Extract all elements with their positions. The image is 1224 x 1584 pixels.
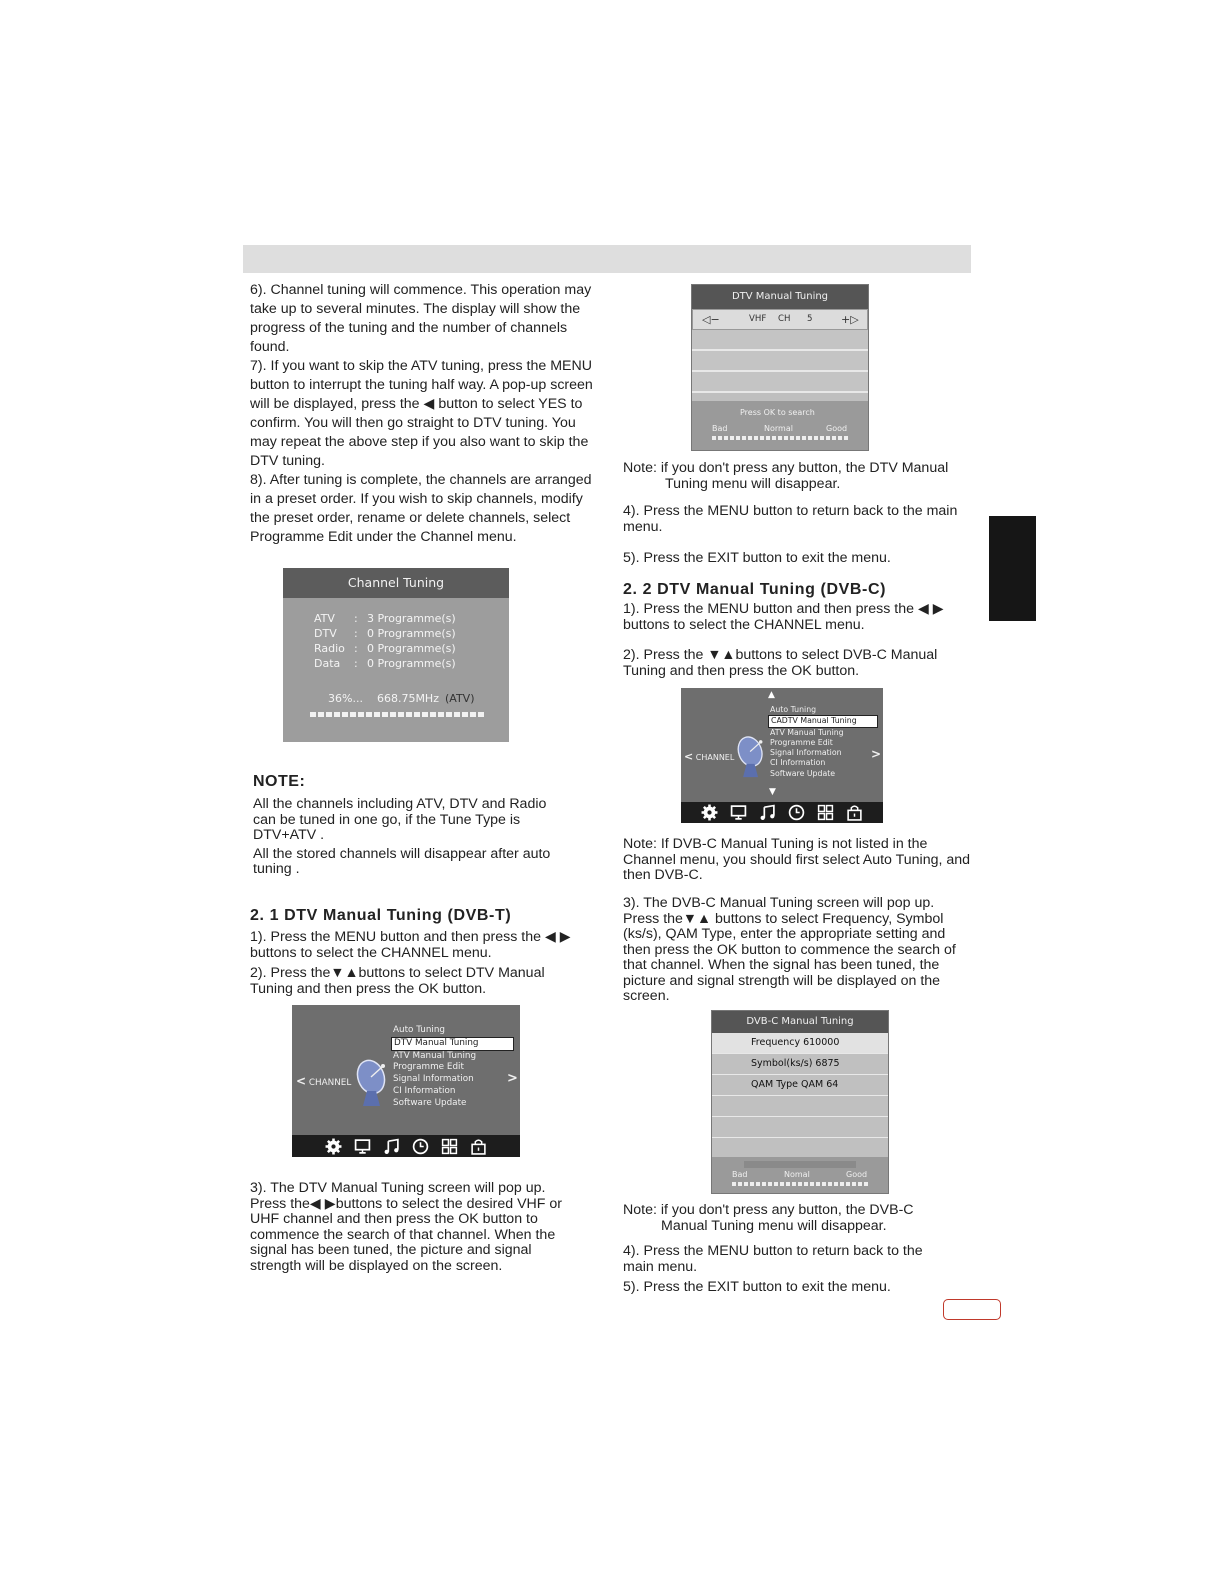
tuning-row-label: ATV [314, 612, 335, 625]
note-heading: NOTE: [253, 773, 306, 790]
dvbt-step-3: 3). The DTV Manual Tuning screen will pop up. Press the◀ ▶buttons to select the desired VHF or UHF channel and then press the OK button to commence the search of that channel. When the signal has been tuned, the picture and signal strength will be displayed on the screen. [250, 1180, 563, 1274]
channel-label-text: CHANNEL [695, 753, 735, 762]
clock-icon[interactable] [788, 804, 805, 821]
channel-menu-screen-dvbt [292, 1005, 520, 1157]
chevron-left-icon[interactable]: < [296, 1074, 307, 1088]
tuning-row-label: DTV [314, 627, 337, 640]
clock-icon[interactable] [412, 1138, 429, 1155]
satellite-dish-icon [735, 734, 767, 778]
tuning-row-sep: : [354, 612, 358, 625]
tuning-row-dtv [314, 626, 456, 641]
music-note-icon[interactable] [759, 804, 776, 821]
note-text-1: All the channels including ATV, DTV and Radio can be tuned in one go, if the Tune Type is DTV+ATV . [253, 796, 547, 843]
dvbc-qam-row[interactable]: QAM Type QAM 64 [712, 1075, 888, 1096]
dvbc-empty-row [712, 1096, 888, 1117]
progress-mode: (ATV) [444, 692, 475, 705]
signal-normal-label: Normal [764, 424, 793, 433]
step-4-dvbt: 4). Press the MENU button to return back to the main menu. [623, 503, 958, 535]
chevron-left-icon[interactable]: < [684, 750, 694, 763]
arrow-right-icon[interactable]: +▷ [841, 313, 859, 326]
section-dvbt-heading: 2. 1 DTV Manual Tuning (DVB-T) [250, 907, 512, 924]
menu-item-atv-manual-tuning[interactable]: ATV Manual Tuning [770, 727, 844, 737]
channel-label-text: CHANNEL [308, 1078, 352, 1088]
tuning-row-sep: : [354, 627, 358, 640]
dvbc-empty-row [712, 1117, 888, 1138]
tuning-row-value: 0 Programme(s) [367, 627, 456, 640]
dtv-manual-tuning-screen [691, 284, 869, 451]
arrow-up-icon[interactable]: ▲ [768, 690, 775, 700]
dvbc-note-2 [623, 1203, 983, 1234]
dtv-screen-title: DTV Manual Tuning [692, 285, 868, 309]
menu-item-atv-manual-tuning[interactable]: ATV Manual Tuning [393, 1050, 477, 1061]
chevron-right-icon[interactable]: > [507, 1071, 518, 1086]
dvbc-note-2-line-1: Note: if you don't press any button, the DVB-C [623, 1202, 914, 1218]
dvbc-step-2: 2). Press the ▼▲buttons to select DVB-C Manual Tuning and then press the OK button. [623, 647, 938, 679]
dvbc-note: Note: If DVB-C Manual Tuning is not listed in the Channel menu, you should first select Auto Tuning, and then DVB-C. [623, 836, 971, 883]
intro-paragraphs [250, 281, 606, 547]
dvbc-step-4: 4). Press the MENU button to return back to the main menu. [623, 1243, 923, 1275]
tuning-row-value: 0 Programme(s) [367, 642, 456, 655]
note-block [253, 773, 573, 878]
step-5-dvbt: 5). Press the EXIT button to exit the menu. [623, 550, 891, 566]
section-dvbc [623, 581, 963, 679]
dvbc-frequency-row[interactable]: Frequency 610000 [712, 1033, 888, 1054]
arrow-down-icon[interactable]: ▼ [769, 787, 776, 797]
tuning-row-data [314, 656, 456, 671]
signal-normal-label: Nomal [784, 1170, 810, 1179]
section-dvbt [250, 907, 590, 997]
dtv-signal-panel [692, 401, 868, 450]
channel-tuning-screen [283, 568, 509, 742]
menu-item-signal-information[interactable]: Signal Information [770, 748, 842, 758]
menu-icon-bar [681, 802, 883, 823]
signal-good-label: Good [846, 1170, 868, 1179]
tuning-row-atv [314, 611, 456, 626]
paragraph-step-8: 8). After tuning is complete, the channels are arranged in a preset order. If you wish to skip channels, modify the preset order, rename or delete channels, select Programme Edit under the Channel menu. [250, 472, 592, 545]
paragraph-step-6: 6). Channel tuning will commence. This operation may take up to several minutes. The display will show the progress of the tuning and the number of channels found. [250, 282, 592, 355]
dtv-search-hint: Press OK to search [740, 408, 815, 417]
menu-item-software-update[interactable]: Software Update [393, 1097, 467, 1108]
lock-icon[interactable] [846, 804, 863, 821]
tuning-row-sep: : [354, 642, 358, 655]
signal-good-label: Good [826, 424, 848, 433]
dvbc-step-3: 3). The DVB-C Manual Tuning screen will pop up. Press the▼▲ buttons to select Frequency, Symbol (ks/s), QAM Type, enter the appropriate setting and then press the OK button to commence the search of that channel. When the signal has been tuned, the picture and signal strength will be displayed on the screen. [623, 895, 956, 1004]
section-dvbc-heading: 2. 2 DTV Manual Tuning (DVB-C) [623, 581, 887, 598]
signal-strength-bar [732, 1182, 869, 1186]
grid-icon[interactable] [441, 1138, 458, 1155]
dtv-empty-row [692, 351, 868, 372]
dvbc-quality-track [744, 1161, 856, 1168]
menu-item-ci-information[interactable]: CI Information [393, 1085, 456, 1096]
menu-item-ci-information[interactable]: CI Information [770, 758, 826, 768]
grid-icon[interactable] [817, 804, 834, 821]
dvbc-step-5: 5). Press the EXIT button to exit the menu. [623, 1279, 891, 1295]
tuning-row-label: Data [314, 657, 341, 670]
dtv-note-line-2: Tuning menu will disappear. [665, 475, 841, 492]
menu-item-auto-tuning[interactable]: Auto Tuning [393, 1025, 446, 1035]
lock-icon[interactable] [470, 1138, 487, 1155]
side-tab-marker [989, 516, 1036, 621]
dtv-band: VHF [749, 314, 767, 324]
channel-tuning-title: Channel Tuning [283, 568, 509, 598]
gear-icon[interactable] [701, 804, 718, 821]
channel-menu-list [391, 1025, 514, 1110]
menu-item-software-update[interactable]: Software Update [770, 768, 836, 778]
channel-label [296, 1074, 351, 1088]
music-note-icon[interactable] [383, 1138, 400, 1155]
dvbc-manual-tuning-screen [711, 1010, 889, 1194]
channel-menu-screen-dvbc [681, 688, 883, 823]
tuning-row-label: Radio [314, 642, 345, 655]
dvbc-symbol-row[interactable]: Symbol(ks/s) 6875 [712, 1054, 888, 1075]
dtv-channel-row[interactable] [692, 309, 868, 330]
dvbc-note-2-line-2: Manual Tuning menu will disappear. [661, 1217, 887, 1234]
dvbc-screen-title: DVB-C Manual Tuning [712, 1011, 888, 1033]
paragraph-step-7: 7). If you want to skip the ATV tuning, press the MENU button to interrupt the tuning half way. A pop-up screen will be displayed, press the ◀ button to select YES to confirm. You will then go straight to DTV tuning. You may repeat the above step if you also want to skip the DTV tuning. [250, 358, 593, 469]
tuning-row-value: 3 Programme(s) [367, 612, 456, 625]
channel-menu-list [768, 705, 878, 779]
dtv-note [623, 461, 983, 492]
dvbc-step-1: 1). Press the MENU button and then press the ◀ ▶ buttons to select the CHANNEL menu. [623, 601, 944, 633]
tuning-progress-bar [310, 712, 484, 717]
page-number-box [943, 1299, 1001, 1320]
header-bar [243, 245, 971, 273]
tv-icon[interactable] [354, 1138, 371, 1155]
signal-bad-label: Bad [732, 1170, 748, 1179]
tuning-progress-text [328, 692, 474, 705]
tuning-row-sep: : [354, 657, 358, 670]
gear-icon[interactable] [325, 1138, 342, 1155]
menu-item-auto-tuning[interactable]: Auto Tuning [770, 705, 817, 714]
menu-item-signal-information[interactable]: Signal Information [393, 1074, 474, 1085]
dtv-empty-row [692, 330, 868, 351]
satellite-dish-icon [354, 1057, 390, 1107]
menu-item-programme-edit[interactable]: Programme Edit [393, 1062, 464, 1073]
channel-label [684, 750, 734, 763]
progress-percent: 36%... [328, 692, 363, 705]
dvbc-empty-row [712, 1138, 888, 1159]
dvbt-step-2: 2). Press the▼▲buttons to select DTV Manual Tuning and then press the OK button. [250, 965, 545, 997]
tuning-row-value: 0 Programme(s) [367, 657, 456, 670]
tv-icon[interactable] [730, 804, 747, 821]
menu-item-dtv-manual-tuning[interactable]: DTV Manual Tuning [391, 1037, 514, 1051]
tuning-row-radio [314, 641, 456, 656]
dvbt-step-1: 1). Press the MENU button and then press the ◀ ▶ buttons to select the CHANNEL menu. [250, 929, 571, 961]
dtv-channel-number: 5 [807, 314, 813, 324]
dvbc-signal-panel [712, 1157, 888, 1193]
chevron-right-icon[interactable]: > [871, 747, 882, 761]
signal-bad-label: Bad [712, 424, 728, 433]
menu-item-programme-edit[interactable]: Programme Edit [770, 737, 833, 747]
dtv-note-line-1: Note: if you don't press any button, the DTV Manual [623, 460, 949, 476]
dtv-ch-label: CH [778, 314, 791, 324]
dtv-empty-row [692, 372, 868, 393]
signal-strength-bar [712, 436, 849, 440]
note-text-2: All the stored channels will disappear after auto tuning . [253, 845, 551, 877]
arrow-left-icon[interactable]: ◁− [702, 313, 720, 326]
progress-frequency: 668.75MHz [376, 692, 439, 705]
menu-item-cadtv-manual-tuning[interactable]: CADTV Manual Tuning [768, 715, 878, 727]
menu-icon-bar [292, 1135, 520, 1157]
